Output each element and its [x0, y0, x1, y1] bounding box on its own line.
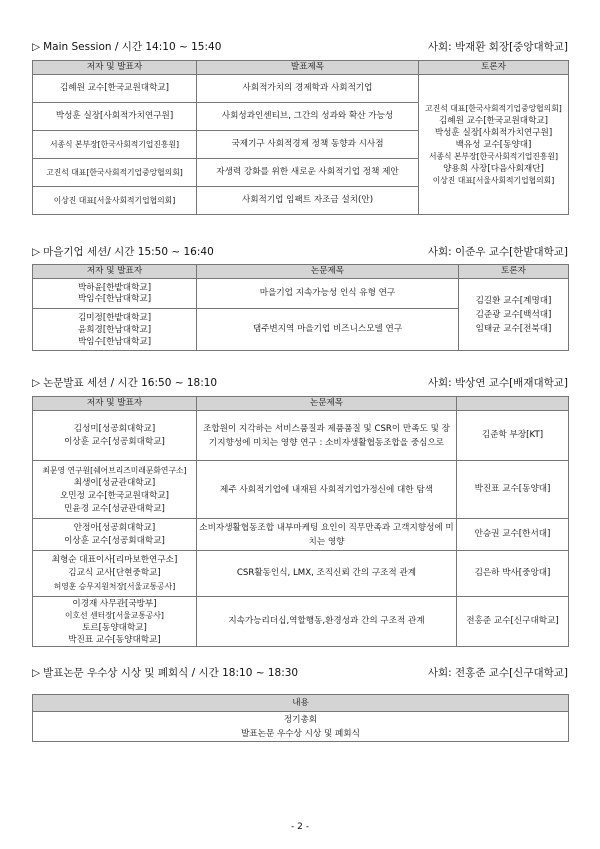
discussant-cell: 김준학 부장[KT]	[457, 411, 569, 461]
author-cell: 서종식 본부장[한국사회적기업진흥원]	[33, 131, 197, 159]
discussant: 박성훈 실장[사회적가치연구원]	[434, 127, 553, 138]
title-cell: 댐주변지역 마을기업 비즈니스모델 연구	[197, 309, 459, 351]
triangle-icon: ▷	[32, 246, 41, 258]
author: 이호선 센터장[서울교통공사]	[65, 610, 164, 620]
col-header: 내용	[33, 695, 569, 712]
author-cell: 고진석 대표[한국사회적기업중앙협의회]	[33, 159, 197, 187]
title-cell: 소비자생활협동조합 내부마케팅 요인이 직무만족과 고객지향성에 미치는 영향	[197, 519, 457, 551]
title-cell: 사회적기업 임팩트 자조금 설치(안)	[197, 187, 419, 215]
author: 윤희경[한남대학교]	[77, 324, 152, 335]
authors-cell	[33, 309, 197, 351]
discussant-cell: 전홍준 교수[신구대학교]	[457, 597, 569, 647]
discussants-cell	[459, 279, 569, 351]
author: 최문영 연구원[쉐어브리즈미래문화연구소]	[42, 465, 187, 475]
title-cell: 지속가능리더십,역할행동,환경성과 간의 구조적 관계	[197, 597, 457, 647]
discussant: 김길환 교수[계명대]	[475, 295, 552, 306]
discussant: 양용희 사장[다음사회재단]	[443, 163, 544, 174]
title-cell: 자생력 강화를 위한 새로운 사회적기업 정책 제안	[197, 159, 419, 187]
authors-cell	[33, 279, 197, 309]
discussant: 고진석 대표[한국사회적기업중앙협의회]	[425, 103, 562, 113]
author: 오민정 교수[한국교원대학교]	[59, 490, 170, 501]
author: 박진표 교수[동양대학교]	[68, 634, 161, 645]
authors-cell	[33, 551, 197, 597]
author: 이상훈 교수[성공회대학교]	[64, 535, 165, 546]
title-cell: 사회성과인센티브, 그간의 성과와 확산 가능성	[197, 103, 419, 131]
section-header	[32, 245, 568, 259]
col-header: 발표제목	[197, 61, 419, 75]
section-moderator: 사회: 전홍준 교수[신구대학교]	[427, 667, 568, 679]
main-session-table	[32, 60, 569, 215]
author: 이상훈 교수[성공회대학교]	[64, 436, 165, 447]
author-cell: 박성훈 실장[사회적가치연구원]	[33, 103, 197, 131]
title-cell: 제주 사회적기업에 내재된 사회적기업가정신에 대한 탐색	[197, 461, 457, 519]
col-header	[457, 397, 569, 411]
village-session-table	[32, 264, 569, 351]
author: 민윤경 교수[성균관대학교]	[64, 503, 165, 514]
title-cell: 국제기구 사회적경제 정책 동향과 시사점	[197, 131, 419, 159]
discussant-cell: 박진표 교수[동양대]	[457, 461, 569, 519]
section-moderator: 사회: 박재환 회장[중앙대학교]	[427, 41, 568, 53]
content-item: 정기총회	[283, 714, 318, 725]
triangle-icon: ▷	[32, 667, 41, 679]
discussant: 이상진 대표[서울사회적기업협의회]	[432, 175, 555, 185]
col-header: 저자 및 발표자	[33, 265, 197, 279]
author: 김교식 교사[단현중학교]	[68, 568, 161, 578]
closing-table	[32, 694, 569, 742]
author: 이경재 사무관[국방부]	[72, 598, 157, 609]
col-header: 저자 및 발표자	[33, 61, 197, 75]
authors-cell	[33, 411, 197, 461]
authors-cell	[33, 461, 197, 519]
title-cell: 조합원이 지각하는 서비스품질과 제품품질 및 CSR이 만족도 및 장기지향성에 미치는 영향 연구 : 소비자생활협동조합을 중심으로	[197, 411, 457, 461]
discussant-cell: 김은하 박사[중앙대]	[457, 551, 569, 597]
page-number: - 2 -	[291, 822, 309, 832]
author: 안정아[성공회대학교]	[73, 522, 156, 533]
section-title: Main Session / 시간 14:10 ~ 15:40	[43, 41, 222, 53]
discussant-cell: 안승권 교수[한서대]	[457, 519, 569, 551]
author: 박임수[한남대학교]	[77, 336, 152, 347]
author: 박임수[한남대학교]	[77, 293, 152, 304]
section-header	[32, 666, 568, 680]
section-title: 논문발표 세션 / 시간 16:50 ~ 18:10	[43, 377, 218, 389]
section-moderator: 사회: 이준우 교수[한밭대학교]	[427, 246, 568, 258]
section-header	[32, 40, 568, 54]
col-header: 논문제목	[197, 265, 459, 279]
discussant: 김준광 교수[백석대]	[475, 309, 552, 320]
section-title: 마을기업 세션/ 시간 15:50 ~ 16:40	[43, 246, 214, 258]
author-cell: 이상진 대표[서울사회적기업협의회]	[33, 187, 197, 215]
discussant: 서종식 본부장[한국사회적기업진흥원]	[428, 151, 559, 161]
author: 김성미[성공회대학교]	[73, 423, 156, 434]
author: 최생이[성균관대학교]	[73, 477, 156, 488]
author: 김미정[한밭대학교]	[77, 312, 152, 323]
authors-cell	[33, 519, 197, 551]
col-header: 논문제목	[197, 397, 457, 411]
author-cell: 김혜원 교수[한국교원대학교]	[33, 75, 197, 103]
paper-session-table	[32, 396, 569, 647]
discussant: 백유성 교수[동양대]	[455, 139, 532, 150]
triangle-icon: ▷	[32, 41, 41, 53]
content-cell	[33, 712, 569, 742]
authors-cell	[33, 597, 197, 647]
author: 허영훈 승무지원처장[서울교통공사]	[53, 582, 176, 591]
title-cell: 마을기업 지속가능성 인식 유형 연구	[197, 279, 459, 309]
section-moderator: 사회: 박상연 교수[배재대학교]	[427, 377, 568, 389]
triangle-icon: ▷	[32, 377, 41, 389]
title-cell: CSR활동인식, LMX, 조직신뢰 간의 구조적 관계	[197, 551, 457, 597]
section-header	[32, 376, 568, 390]
author: 최형순 대표이사[리마보한연구소]	[51, 555, 178, 565]
discussant: 임태균 교수[전북대]	[475, 323, 552, 334]
discussants-cell	[419, 75, 569, 215]
author: 토르[동양대학교]	[82, 622, 147, 633]
col-header: 토론자	[459, 265, 569, 279]
discussant: 김혜원 교수[한국교원대학교]	[438, 115, 549, 126]
author: 박하윤[한밭대학교]	[77, 282, 152, 293]
content-item: 발표논문 우수상 시상 및 폐회식	[241, 728, 360, 739]
col-header: 토론자	[419, 61, 569, 75]
col-header: 저자 및 발표자	[33, 397, 197, 411]
section-title: 발표논문 우수상 시상 및 폐회식 / 시간 18:10 ~ 18:30	[43, 667, 299, 679]
title-cell: 사회적가치의 경제학과 사회적기업	[197, 75, 419, 103]
